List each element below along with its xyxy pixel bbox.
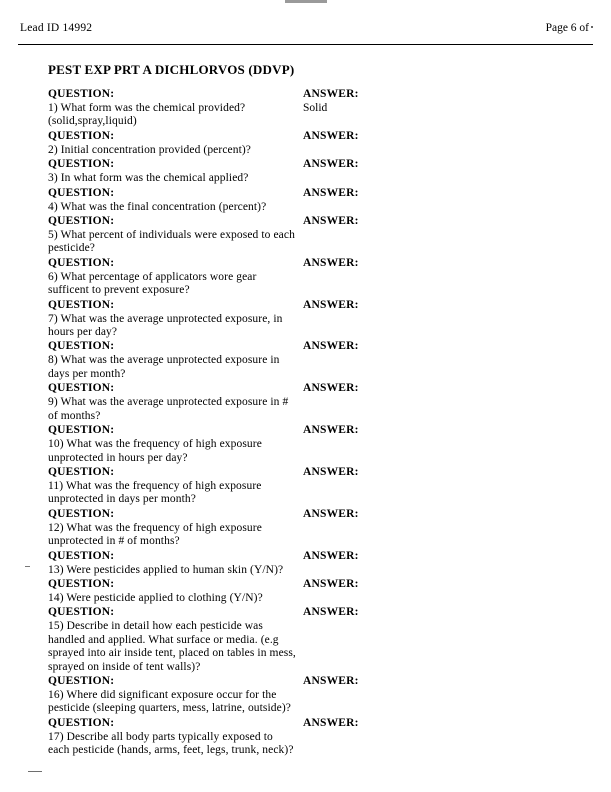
qa-block (48, 187, 568, 215)
question-text: 8) What was the average unprotected exposure in days per month? (48, 354, 280, 380)
question-label: QUESTION: (48, 674, 115, 687)
question-text: 17) Describe all body parts typically exposed to each pesticide (hands, arms, feet, legs, trunk, neck)? (48, 730, 294, 757)
qa-block (48, 508, 568, 550)
qa-bodies (48, 689, 568, 717)
question-label: QUESTION: (48, 606, 115, 619)
question-text: 10) What was the frequency of high exposure unprotected in hours per day? (48, 438, 262, 464)
question-label: QUESTION: (48, 256, 115, 269)
answer-label: ANSWER: (303, 424, 359, 437)
qa-labels (48, 215, 568, 229)
question-text: 9) What was the average unprotected exposure in # of months? (48, 396, 289, 422)
question-text: 4) What was the final concentration (percent)? (48, 200, 267, 213)
question-label: QUESTION: (48, 215, 115, 228)
qa-bodies (48, 438, 568, 466)
question-text: 3) In what form was the chemical applied? (48, 172, 249, 185)
question-label: QUESTION: (48, 577, 115, 590)
qa-block (48, 466, 568, 508)
qa-labels (48, 88, 568, 102)
qa-bodies (48, 592, 568, 606)
answer-label: ANSWER: (303, 158, 359, 171)
question-label: QUESTION: (48, 424, 115, 437)
qa-bodies (48, 564, 568, 578)
qa-labels (48, 606, 568, 620)
qa-labels (48, 550, 568, 564)
question-label: QUESTION: (48, 340, 115, 353)
qa-labels (48, 340, 568, 354)
qa-bodies (48, 172, 568, 186)
qa-labels (48, 130, 568, 144)
answer-label: ANSWER: (303, 88, 359, 100)
qa-bodies (48, 731, 568, 759)
qa-labels (48, 675, 568, 689)
question-text: 11) What was the frequency of high exposure unprotected in days per month? (48, 479, 262, 506)
answer-label: ANSWER: (303, 382, 359, 395)
qa-bodies (48, 522, 568, 550)
qa-block (48, 675, 568, 717)
qa-bodies (48, 102, 568, 130)
qa-labels (48, 508, 568, 522)
question-text: 2) Initial concentration provided (percent)? (48, 143, 252, 156)
scan-artifact-top (285, 0, 327, 3)
question-label: QUESTION: (48, 507, 115, 520)
lead-id: Lead ID 14992 (20, 22, 93, 34)
answer-label: ANSWER: (303, 549, 359, 562)
question-label: QUESTION: (48, 129, 115, 142)
qa-block (48, 299, 568, 341)
question-label: QUESTION: (48, 88, 115, 100)
qa-bodies (48, 313, 568, 341)
qa-block (48, 340, 568, 382)
qa-block (48, 424, 568, 466)
qa-labels (48, 466, 568, 480)
answer-text[interactable]: Solid (303, 102, 328, 114)
answer-label: ANSWER: (303, 256, 359, 269)
question-text: 1) What form was the chemical provided?(solid,spray,liquid) (48, 102, 246, 128)
question-label: QUESTION: (48, 549, 115, 562)
qa-block (48, 550, 568, 578)
qa-block (48, 158, 568, 186)
question-label: QUESTION: (48, 465, 115, 478)
qa-bodies (48, 354, 568, 382)
qa-bodies (48, 144, 568, 158)
qa-block (48, 88, 568, 130)
qa-block (48, 382, 568, 424)
question-text: 13) Were pesticides applied to human skin (Y/N)? (48, 563, 284, 576)
qa-labels (48, 717, 568, 731)
answer-label: ANSWER: (303, 129, 359, 142)
header-divider (18, 44, 593, 45)
question-label: QUESTION: (48, 186, 115, 199)
qa-bodies (48, 620, 568, 675)
answer-label: ANSWER: (303, 186, 359, 199)
question-text: 14) Were pesticide applied to clothing (Y/N)? (48, 591, 263, 604)
qa-block (48, 606, 568, 675)
question-text: 5) What percent of individuals were exposed to each pesticide? (48, 229, 295, 255)
answer-label: ANSWER: (303, 716, 359, 729)
qa-block (48, 578, 568, 606)
page-header (0, 22, 611, 38)
answer-label: ANSWER: (303, 606, 359, 619)
answer-label: ANSWER: (303, 340, 359, 353)
qa-block (48, 257, 568, 299)
question-label: QUESTION: (48, 716, 115, 729)
qa-labels (48, 299, 568, 313)
question-text: 7) What was the average unprotected exposure, in hours per day? (48, 312, 283, 339)
qa-block (48, 717, 568, 759)
answer-label: ANSWER: (303, 577, 359, 590)
question-text: 6) What percentage of applicators wore gear sufficent to prevent exposure? (48, 270, 257, 297)
qa-bodies (48, 201, 568, 215)
answer-label: ANSWER: (303, 507, 359, 520)
question-text: 12) What was the frequency of high exposure unprotected in # of months? (48, 521, 262, 548)
answer-label: ANSWER: (303, 215, 359, 228)
page-number: Page 6 of (545, 22, 589, 34)
scan-artifact-side (25, 566, 30, 567)
qa-labels (48, 578, 568, 592)
answer-label: ANSWER: (303, 465, 359, 478)
qa-bodies (48, 480, 568, 508)
qa-list (48, 88, 568, 759)
qa-labels (48, 382, 568, 396)
qa-labels (48, 158, 568, 172)
qa-bodies (48, 229, 568, 257)
qa-bodies (48, 271, 568, 299)
qa-block (48, 130, 568, 158)
question-label: QUESTION: (48, 298, 115, 311)
answer-label: ANSWER: (303, 298, 359, 311)
qa-block (48, 215, 568, 257)
question-label: QUESTION: (48, 382, 115, 395)
page-title: PEST EXP PRT A DICHLORVOS (DDVP) (48, 62, 295, 77)
question-text: 15) Describe in detail how each pesticide was handled and applied. What surface or media. (e.g sprayed into air inside tent, placed on tables in mess, sprayed on inside of tent walls)? (48, 620, 296, 673)
qa-labels (48, 257, 568, 271)
qa-bodies (48, 396, 568, 424)
answer-label: ANSWER: (303, 674, 359, 687)
qa-labels (48, 187, 568, 201)
qa-labels (48, 424, 568, 438)
scan-artifact-bottom (28, 771, 42, 772)
question-label: QUESTION: (48, 158, 115, 171)
question-text: 16) Where did significant exposure occur for the pesticide (sleeping quarters, mess, latrine, outside)? (48, 688, 291, 715)
